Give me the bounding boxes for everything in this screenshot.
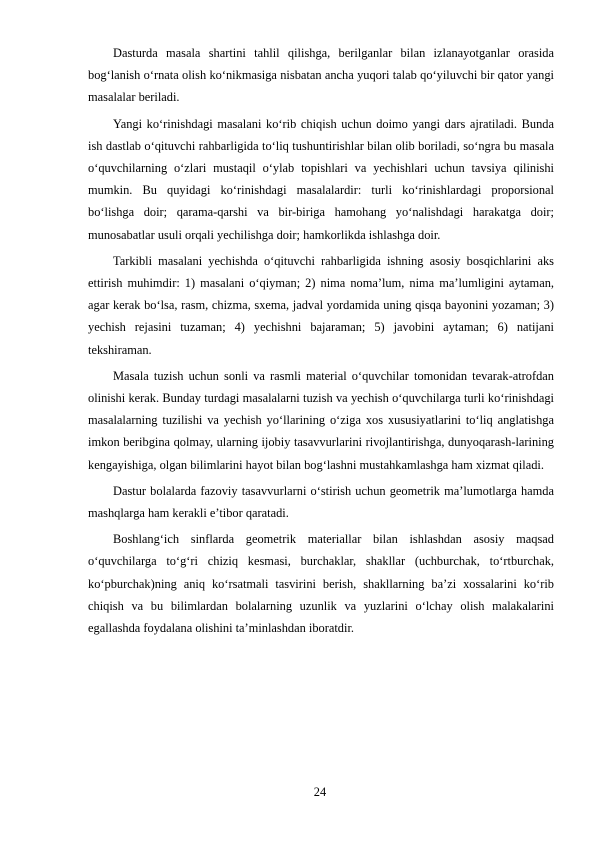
page-number: 24 (313, 785, 327, 799)
body-text (88, 42, 554, 643)
paragraph-6: Boshlang‘ich sinflarda geometrik materiallar bilan ishlashdan asosiy maqsad o‘quvchilarga to‘g‘ri chiziq kesmasi, burchaklar, shakllar (uchburchak, to‘rtburchak, ko‘pburchak)ning aniq ko‘rsatmali tasvirini berish, shakllarning ba’zi xossalarini ko‘rib chiqish va bu bilimlardan bolalarning uzunlik va yuzlarini o‘lchay olish malakalarini egallashda foydalana olishini ta’minlashdan iboratdir. (88, 532, 554, 636)
paragraph-4: Masala tuzish uchun sonli va rasmli material o‘quvchilar tomonidan tevarak-atrofdan olinishi kerak. Bunday turdagi masalalarni tuzish va yechish o‘quvchilarga turli ko‘rinishdagi masalalarning tuzilishi va yechish yo‘llarining o‘ziga xos xususiyatlarini to‘liq anglatishga imkon beribgina qolmay, ularning ijobiy tasavvurlarini rivojlantirishga, dunyoqarash-larining kengayishiga, olgan bilimlarini hayot bilan bog‘lashni mustahkamlashga ham xizmat qiladi. (88, 368, 554, 472)
paragraph-5: Dastur bolalarda fazoviy tasavvurlarni o‘stirish uchun geometrik ma’lumotlarga hamda mashqlarga ham kerakli e’tibor qaratadi. (88, 483, 554, 521)
paragraph-1: Dasturda masala shartini tahlil qilishga, berilganlar bilan izlanayotganlar orasida bog‘lanish o‘rnata olish ko‘nikmasiga nisbatan ancha yuqori talab qo‘yiluvchi bir qator yangi masalalar beriladi. (88, 46, 554, 105)
paragraph-2: Yangi ko‘rinishdagi masalani ko‘rib chiqish uchun doimo yangi dars ajratiladi. Bunda ish dastlab o‘qituvchi rahbarligida to‘liq tushuntirishlar bilan olib boriladi, so‘ngra bu masala o‘quvchilarning o‘zlari mustaqil o‘ylab topishlari va yechishlari uchun tavsiya qilinishi mumkin. Bu quyidagi ko‘rinishdagi masalalardir: turli ko‘rinishlardagi proporsional bo‘lishga doir; qarama-qarshi va bir-biriga hamohang yo‘nalishdagi harakatga doir; munosabatlar usuli orqali yechilishga doir; hamkorlikda ishlashga doir. (88, 116, 554, 242)
paragraph-3: Tarkibli masalani yechishda o‘qituvchi rahbarligida ishning asosiy bosqichlarini aks ettirish muhimdir: 1) masalani o‘qiyman; 2) nima noma’lum, nima ma’lumligini aytaman, agar kerak bo‘lsa, rasm, chizma, sxema, jadval yordamida uning qisqa bayonini yozaman; 3) yechish rejasini tuzaman; 4) yechishni bajaraman; 5) javobini aytaman; 6) natijani tekshiraman. (88, 253, 554, 357)
